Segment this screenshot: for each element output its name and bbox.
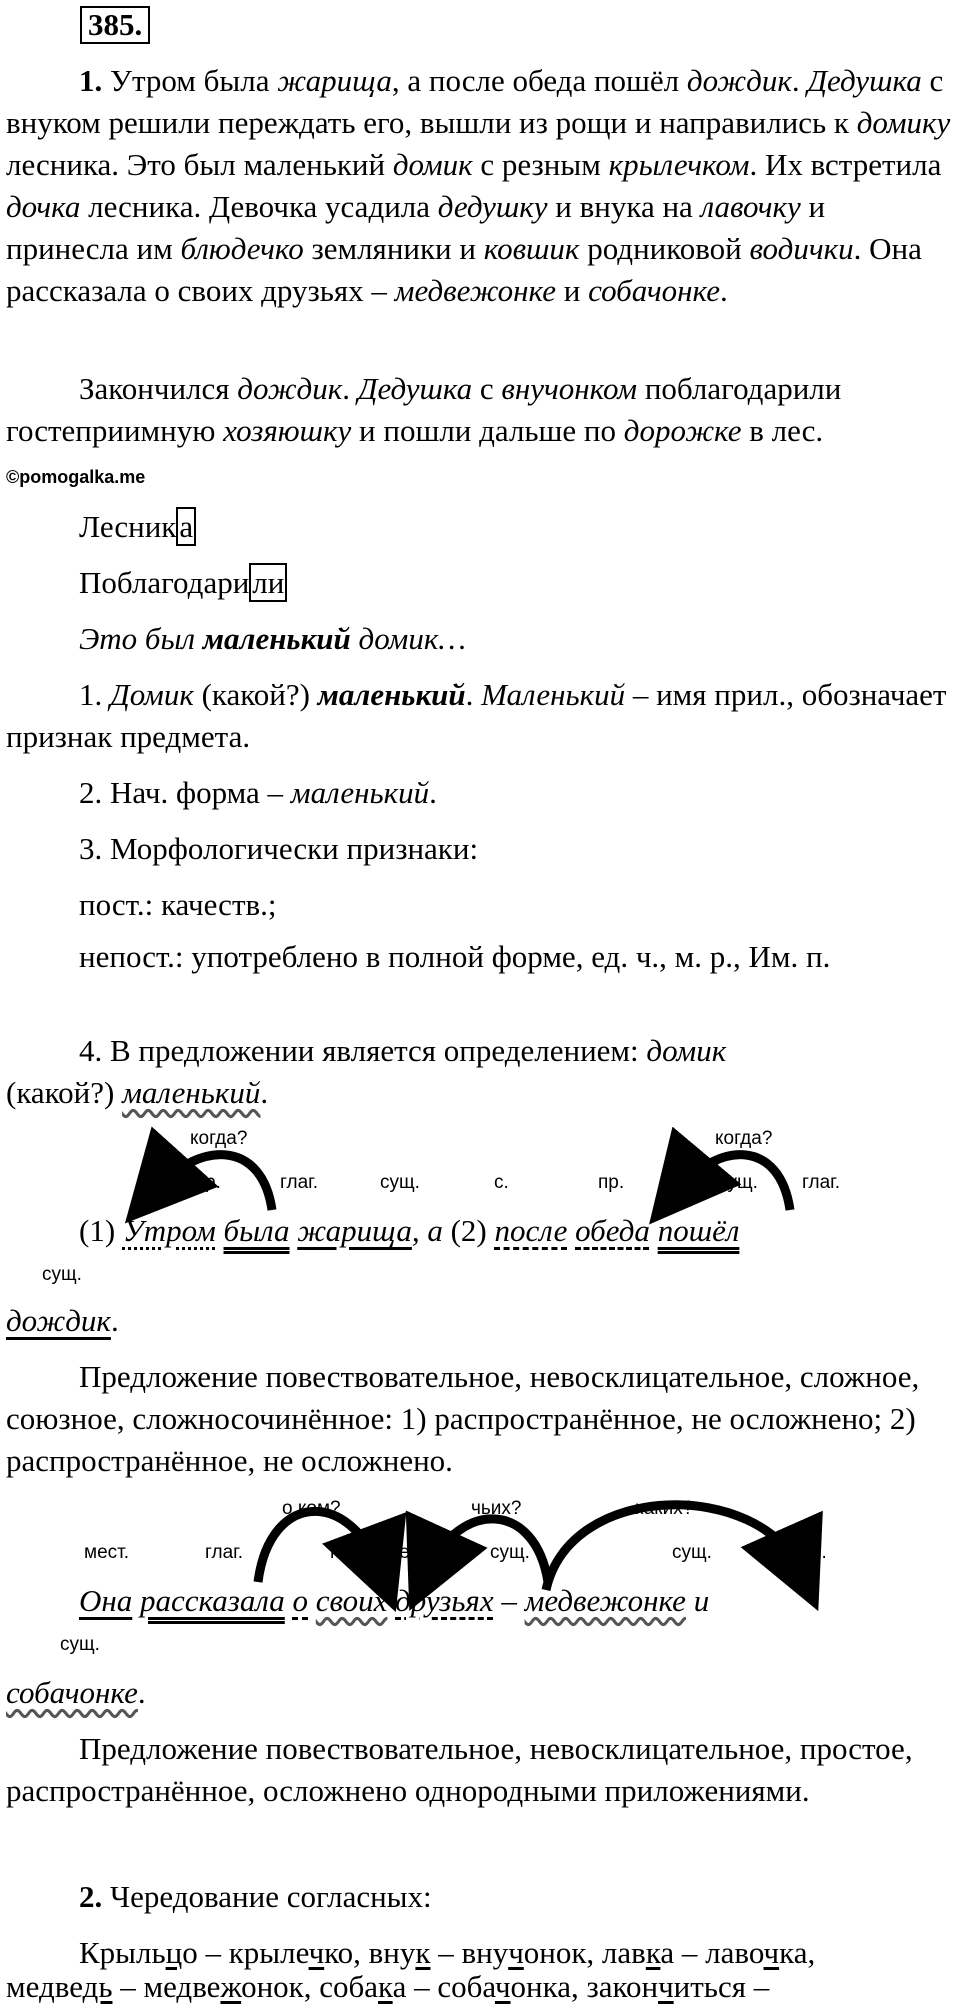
part2-number: 2.: [79, 1879, 103, 1914]
text-run: с: [472, 371, 502, 406]
word-byla: была: [223, 1213, 290, 1248]
text-run: Крыль: [79, 1935, 166, 1970]
parse2-description: Предложение повествовательное, невосклицательное, простое, распространённое, осложнено однородными приложениями.: [6, 1731, 913, 1808]
arrow-o-kom: [258, 1511, 380, 1582]
text-run: Закончился: [79, 371, 238, 406]
pos-s2: с.: [812, 1542, 827, 1563]
parse1-num2: (2): [442, 1213, 495, 1248]
styled-run: дедушку: [437, 189, 548, 224]
pos-sushch-2: сущ.: [718, 1172, 758, 1193]
word-dozhdik: дождик: [6, 1303, 111, 1338]
styled-run: ч: [763, 1935, 780, 1970]
step4-italic: домик: [646, 1033, 727, 1068]
styled-run: ц: [165, 1935, 183, 1970]
part1-number: 1.: [79, 63, 103, 98]
question-kogda-left: когда?: [190, 1128, 248, 1149]
ending-a: а: [176, 507, 196, 546]
comma-a: , а: [411, 1213, 443, 1248]
text-run: – медве: [112, 1969, 221, 2004]
word-i: и: [685, 1583, 710, 1618]
step2-dot: .: [429, 775, 437, 810]
word-poshel: пошёл: [657, 1213, 740, 1248]
styled-run: к: [415, 1935, 431, 1970]
analysis-sentence-bold: маленький: [202, 621, 351, 656]
word-svoikh: своих: [315, 1583, 388, 1618]
pos-glag-2: глаг.: [802, 1172, 841, 1193]
text-run: Утром была: [102, 63, 278, 98]
pos-mest-1: мест.: [84, 1542, 130, 1563]
text-run: онок, соба: [241, 1969, 379, 2004]
parse2-dot: .: [137, 1675, 146, 1710]
text-run: , а после обеда пошёл: [391, 63, 687, 98]
styled-run: крылечком: [608, 147, 750, 182]
pos-sushch-b: сущ.: [672, 1542, 712, 1563]
text-run: иться –: [673, 1969, 770, 2004]
pos-pr: пр.: [598, 1172, 625, 1193]
text-run: ко, вну: [324, 1935, 416, 1970]
text-run: и пошли дальше по: [351, 413, 624, 448]
pos-pr2: пр.: [330, 1542, 357, 1563]
text-run: медве: [6, 1969, 83, 2004]
pos-glag-1: глаг.: [280, 1172, 319, 1193]
analysis-step-3a: пост.: качеств.;: [79, 887, 277, 922]
analysis-sentence-start: Это был: [79, 621, 203, 656]
word-zharishcha: жарища: [297, 1213, 412, 1248]
styled-run: дорожке: [623, 413, 742, 448]
styled-run: собачонке: [588, 273, 721, 308]
styled-run: дь: [82, 1969, 113, 2004]
text-run: о – крыле: [182, 1935, 309, 1970]
part2-title-text: Чередование согласных:: [102, 1879, 432, 1914]
exercise-number: 385.: [80, 6, 150, 44]
pos-mest-2: мест.: [386, 1542, 432, 1563]
text-run: ка,: [779, 1935, 816, 1970]
step1-word2: Маленький: [481, 677, 626, 712]
step1-word: Домик: [110, 677, 194, 712]
styled-run: ч: [308, 1935, 325, 1970]
parse1-continuation: [6, 1300, 119, 1342]
pos-sushch-last: сущ.: [42, 1264, 82, 1285]
styled-run: ковшик: [483, 231, 580, 266]
text-run: лесника. Это был маленький: [6, 147, 393, 182]
question-kogda-right: когда?: [715, 1128, 773, 1149]
styled-run: хозяюшку: [223, 413, 352, 448]
step4-italic2: маленький: [122, 1075, 261, 1110]
styled-run: ж: [220, 1969, 242, 2004]
styled-run: ч: [658, 1969, 674, 2004]
step1-bold: маленький: [317, 677, 466, 712]
word-obeda: обеда: [575, 1213, 650, 1248]
text-run: земляники и: [303, 231, 484, 266]
text-run: поблагодарили гостеприимную: [6, 371, 842, 448]
text-run: в лес.: [741, 413, 824, 448]
word-o: о: [292, 1583, 309, 1618]
question-o-kom: о ком?: [282, 1498, 341, 1519]
step2-text: 2. Нач. форма –: [79, 775, 291, 810]
styled-run: Дедушка: [357, 371, 473, 406]
analysis-sentence-end: домик…: [350, 621, 466, 656]
styled-run: внучонком: [501, 371, 638, 406]
styled-run: Дедушка: [807, 63, 922, 98]
text-run: – вну: [430, 1935, 509, 1970]
word-posle: после: [494, 1213, 568, 1248]
parse1-dot: .: [110, 1303, 119, 1338]
styled-run: ч: [508, 1935, 524, 1970]
styled-run: домик: [392, 147, 473, 182]
text-run: а – соба: [392, 1969, 495, 2004]
stem-lesnik: Лесник: [79, 509, 177, 544]
text-run: . Она рассказала о своих друзьях –: [6, 231, 922, 308]
pos-sushch-final: сущ.: [60, 1634, 100, 1655]
ending-li: ли: [249, 563, 287, 602]
text-run: . Их встретила: [749, 147, 942, 182]
styled-run: медвежонке: [394, 273, 556, 308]
part2-title: [79, 1876, 432, 1918]
analysis-step-3b: непост.: употреблено в полной форме, ед. ч., м. р., Им. п.: [79, 939, 831, 974]
text-run: и: [556, 273, 589, 308]
parse1-num1: (1): [79, 1213, 123, 1248]
styled-run: жарища: [277, 63, 392, 98]
text-run: с резным: [472, 147, 609, 182]
word-utrom: Утром: [122, 1213, 216, 1248]
text-run: .: [791, 63, 808, 98]
pos-sushch-a: сущ.: [490, 1542, 530, 1563]
arrow-chyikh: [428, 1519, 548, 1582]
styled-run: водички: [749, 231, 854, 266]
styled-run: дождик: [237, 371, 343, 406]
styled-run: дочка: [6, 189, 81, 224]
step4-dot: .: [260, 1075, 269, 1110]
text-run: .: [720, 273, 728, 308]
pos-sushch-1: сущ.: [380, 1172, 420, 1193]
text-run: родниковой: [579, 231, 750, 266]
word-ona: Она: [79, 1583, 133, 1618]
question-chyikh: чьих?: [471, 1498, 522, 1519]
step4-text: 4. В предложении является определением:: [79, 1033, 647, 1068]
word-medvezhonke: медвежонке: [524, 1583, 686, 1618]
text-run: с внуком решили переждать его, вышли из рощи и направились к: [6, 63, 944, 140]
styled-run: дождик: [686, 63, 792, 98]
step1-dot: .: [465, 677, 482, 712]
step4-question: (какой?): [6, 1075, 123, 1110]
text-run: .: [342, 371, 358, 406]
step1-rest: – имя прил., обозначает признак предмета.: [6, 677, 947, 754]
text-run: онок, лав: [523, 1935, 646, 1970]
text-run: а – лаво: [660, 1935, 764, 1970]
parse2-dash: –: [493, 1583, 525, 1618]
stem-poblagodari: Поблагодари: [79, 565, 250, 600]
step1-question: (какой?): [193, 677, 318, 712]
styled-run: к: [645, 1935, 661, 1970]
parse2-sentence: [79, 1580, 709, 1622]
parse1-description: Предложение повествовательное, невосклицательное, сложное, союзное, сложносочинённое: 1) распространённое, не осложнено; 2) распространённое, не осложнено.: [6, 1359, 920, 1478]
text-run: и принесла им: [6, 189, 826, 266]
styled-run: к: [378, 1969, 393, 2004]
pos-s: с.: [494, 1172, 509, 1193]
parse2-continuation: [6, 1672, 146, 1714]
watermark: ©pomogalka.me: [6, 467, 146, 487]
styled-run: блюдечко: [180, 231, 304, 266]
parse1-sentence: [79, 1210, 739, 1252]
styled-run: домику: [856, 105, 951, 140]
styled-run: лавочку: [700, 189, 801, 224]
text-run: и внука на: [547, 189, 701, 224]
text-run: онка, закон: [510, 1969, 659, 2004]
question-kakikh: каких?: [635, 1498, 694, 1519]
pos-glag: глаг.: [205, 1542, 244, 1563]
pos-nar: нар.: [184, 1172, 221, 1193]
word-sobachonke: собачонке: [6, 1675, 138, 1710]
step2-italic: маленький: [290, 775, 430, 810]
step1-num: 1.: [79, 677, 110, 712]
word-rasskazala: рассказала: [140, 1583, 285, 1618]
text-run: лесника. Девочка усадила: [80, 189, 438, 224]
word-druzyakh: друзьях: [395, 1583, 494, 1618]
styled-run: ч: [494, 1969, 511, 2004]
analysis-step-3: 3. Морфологически признаки:: [79, 831, 479, 866]
